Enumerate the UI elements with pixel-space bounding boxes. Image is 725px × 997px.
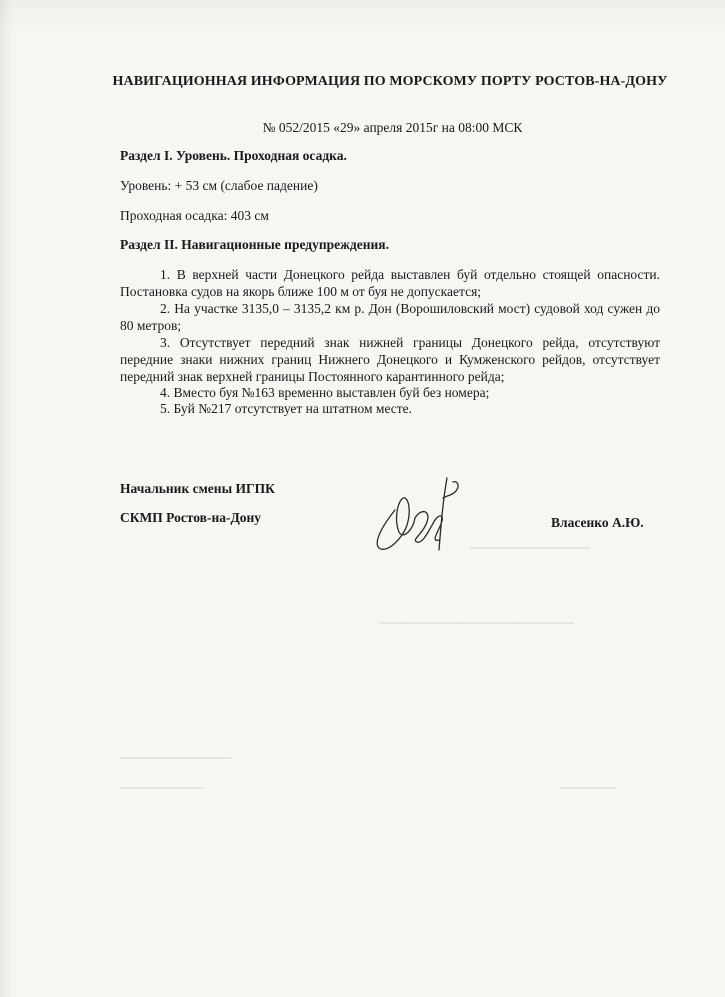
signer-position-line-1: Начальник смены ИГПК <box>120 481 275 496</box>
water-level: Уровень: + 53 см (слабое падение) <box>120 178 318 193</box>
scan-show-through: ▁▁▁▁▁▁ <box>560 775 616 789</box>
warning-item-4: 4. Вместо буя №163 временно выставлен буй без номера; <box>160 385 490 400</box>
signer-position-line-2: СКМП Ростов-на-Дону <box>120 510 262 525</box>
warning-item-3: 3. Отсутствует передний знак нижней границы Донецкого рейда, отсутствуют передние знаки нижних границ Нижнего Донецкого и Кумженского рейдов, отсутствует передний знак верхней границы Постоянного карантинного рейда; <box>120 335 660 384</box>
scan-show-through: ▁▁▁▁▁▁▁▁▁▁▁▁ <box>120 745 231 759</box>
section-2-heading: Раздел II. Навигационные предупреждения. <box>120 237 389 252</box>
warning-item-5: 5. Буй №217 отсутствует на штатном месте. <box>160 401 413 416</box>
section-1-heading: Раздел I. Уровень. Проходная осадка. <box>120 148 347 163</box>
scan-show-through: ▁▁▁▁▁▁▁▁▁ <box>120 775 204 789</box>
scan-show-through: ▁▁▁▁▁▁▁▁▁▁▁▁▁▁▁▁▁▁▁▁▁ <box>380 610 574 624</box>
warning-item-1: 1. В верхней части Донецкого рейда выставлен буй отдельно стоящей опасности. Постановка судов на якорь ближе 100 м от буя не допускается; <box>120 267 660 299</box>
handwritten-signature <box>365 470 470 560</box>
document-title: НАВИГАЦИОННАЯ ИНФОРМАЦИЯ ПО МОРСКОМУ ПОРТУ РОСТОВ-НА-ДОНУ <box>112 74 668 89</box>
scan-show-through: ▁▁▁▁▁▁▁▁▁▁▁▁▁ <box>470 535 590 549</box>
passing-draft: Проходная осадка: 403 см <box>120 208 269 223</box>
signer-name: Власенко А.Ю. <box>551 515 644 530</box>
warning-item-2: 2. На участке 3135,0 – 3135,2 км р. Дон (Ворошиловский мост) судовой ход сужен до 80 метров; <box>120 301 660 333</box>
document-number-line: № 052/2015 «29» апреля 2015г на 08:00 МСК <box>262 120 523 135</box>
